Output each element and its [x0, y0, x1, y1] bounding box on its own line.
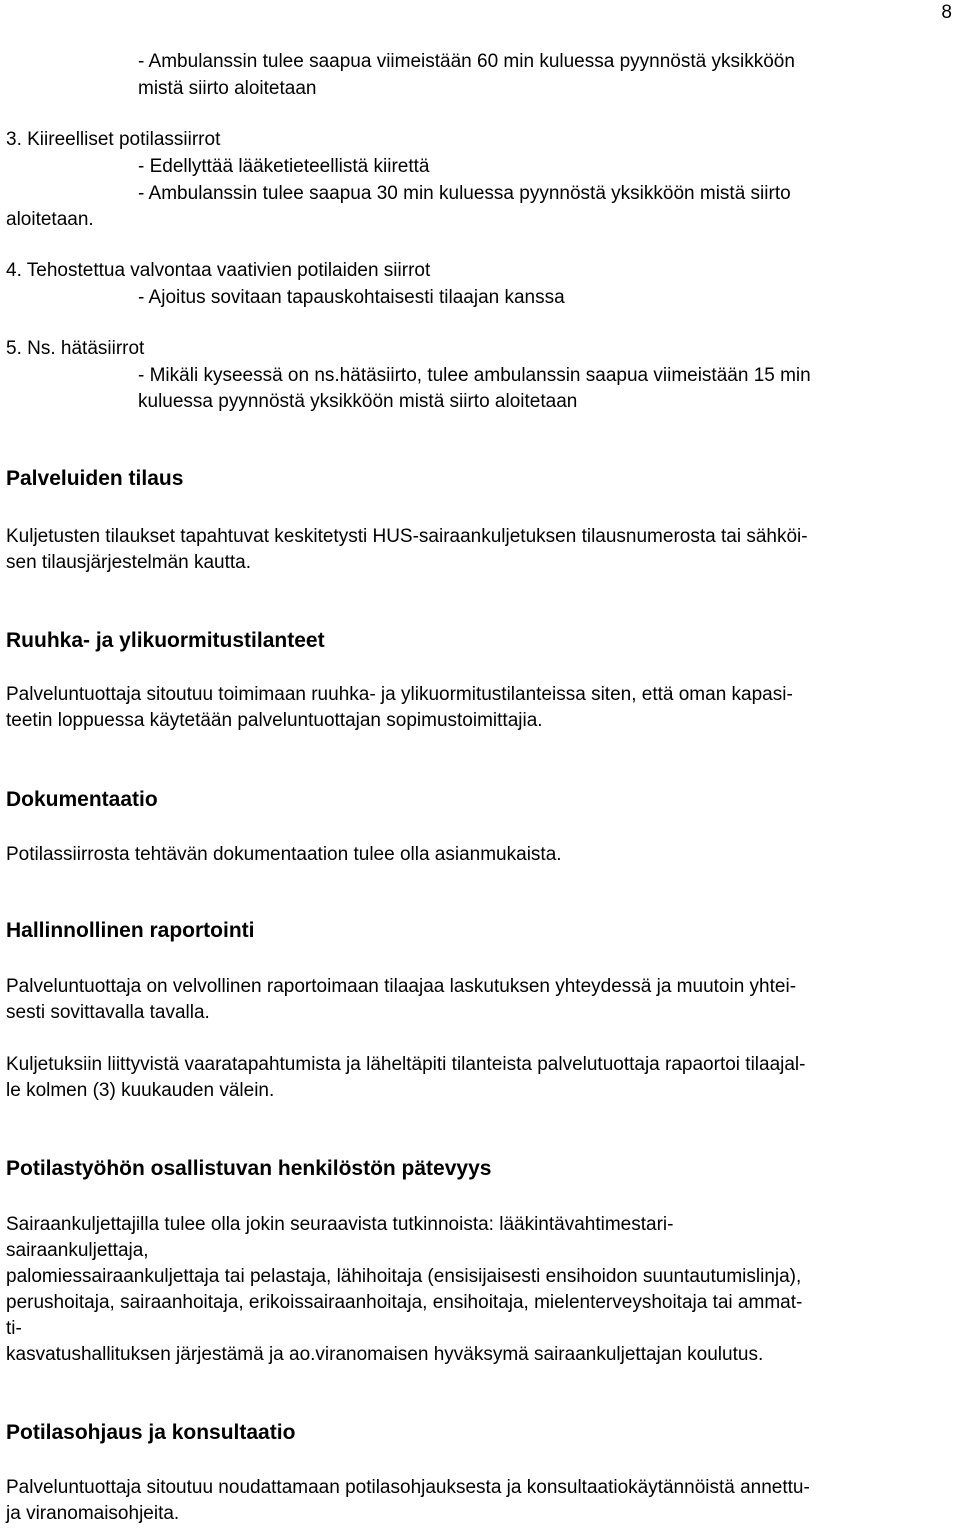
paragraph-line: sesti sovittavalla tavalla. [6, 1002, 210, 1023]
heading-potilasohjaus: Potilasohjaus ja konsultaatio [6, 1421, 296, 1444]
heading-palveluiden-tilaus: Palveluiden tilaus [6, 467, 184, 490]
paragraph-line: palomiessairaankuljettaja tai pelastaja, lähihoitaja (ensisijaisesti ensihoidon suuntautumislinja), [6, 1266, 802, 1287]
heading-hallinnollinen-raportointi: Hallinnollinen raportointi [6, 919, 255, 942]
list-item-5-dash-1: - Mikäli kyseessä on ns.hätäsiirto, tulee ambulanssin saapua viimeistään 15 min [138, 365, 811, 386]
heading-henkiloston-patevyys: Potilastyöhön osallistuvan henkilöstön pätevyys [6, 1157, 492, 1180]
list-item-3-dash-1: - Edellyttää lääketieteellistä kiirettä [138, 156, 430, 177]
paragraph-line: Kuljetusten tilaukset tapahtuvat keskitetysti HUS-sairaankuljetuksen tilausnumerosta tai sähköi- [6, 526, 808, 547]
paragraph-line: ja viranomaisohjeita. [6, 1503, 180, 1524]
paragraph-line: perushoitaja, sairaanhoitaja, erikoissairaanhoitaja, ensihoitaja, mielenterveyshoitaja tai ammat- [6, 1292, 803, 1313]
list-item-4-dash-1: - Ajoitus sovitaan tapauskohtaisesti tilaajan kanssa [138, 287, 565, 308]
list-item-2-continuation: mistä siirto aloitetaan [138, 78, 317, 99]
paragraph-line: ti- [6, 1318, 22, 1339]
paragraph-line: kasvatushallituksen järjestämä ja ao.viranomaisen hyväksymä sairaankuljettajan koulutus. [6, 1344, 764, 1365]
list-item-4-title: 4. Tehostettua valvontaa vaativien potilaiden siirrot [6, 260, 431, 281]
paragraph-line: Potilassiirrosta tehtävän dokumentaation tulee olla asianmukaista. [6, 844, 562, 865]
list-item-3-title: 3. Kiireelliset potilassiirrot [6, 129, 221, 150]
page-number: 8 [941, 2, 952, 23]
list-item-5-title: 5. Ns. hätäsiirrot [6, 338, 145, 359]
paragraph-line: le kolmen (3) kuukauden välein. [6, 1080, 275, 1101]
paragraph-line: Sairaankuljettajilla tulee olla jokin seuraavista tutkinnoista: lääkintävahtimestari- [6, 1214, 674, 1235]
paragraph-line: Palveluntuottaja sitoutuu noudattamaan potilasohjauksesta ja konsultaatiokäytännöistä annettu- [6, 1477, 810, 1498]
heading-dokumentaatio: Dokumentaatio [6, 788, 158, 811]
paragraph-line: teetin loppuessa käytetään palveluntuottajan sopimustoimittajia. [6, 710, 543, 731]
paragraph-line: Palveluntuottaja on velvollinen raportoimaan tilaajaa laskutuksen yhteydessä ja muutoin yhtei- [6, 976, 797, 997]
paragraph-line: Kuljetuksiin liittyvistä vaaratapahtumista ja läheltäpiti tilanteista palvelutuottaja rapaortoi tilaajal- [6, 1054, 806, 1075]
list-item-3-dash-2: - Ambulanssin tulee saapua 30 min kuluessa pyynnöstä yksikköön mistä siirto [138, 183, 791, 204]
list-item-3-continuation: aloitetaan. [6, 209, 94, 230]
list-item-2-dash: - Ambulanssin tulee saapua viimeistään 60 min kuluessa pyynnöstä yksikköön [138, 51, 795, 72]
paragraph-line: Palveluntuottaja sitoutuu toimimaan ruuhka- ja ylikuormitustilanteissa siten, että oman kapasi- [6, 684, 793, 705]
paragraph-line: sairaankuljettaja, [6, 1240, 149, 1261]
list-item-5-continuation: kuluessa pyynnöstä yksikköön mistä siirto aloitetaan [138, 391, 578, 412]
paragraph-line: sen tilausjärjestelmän kautta. [6, 552, 252, 573]
heading-ruuhka: Ruuhka- ja ylikuormitustilanteet [6, 629, 325, 652]
